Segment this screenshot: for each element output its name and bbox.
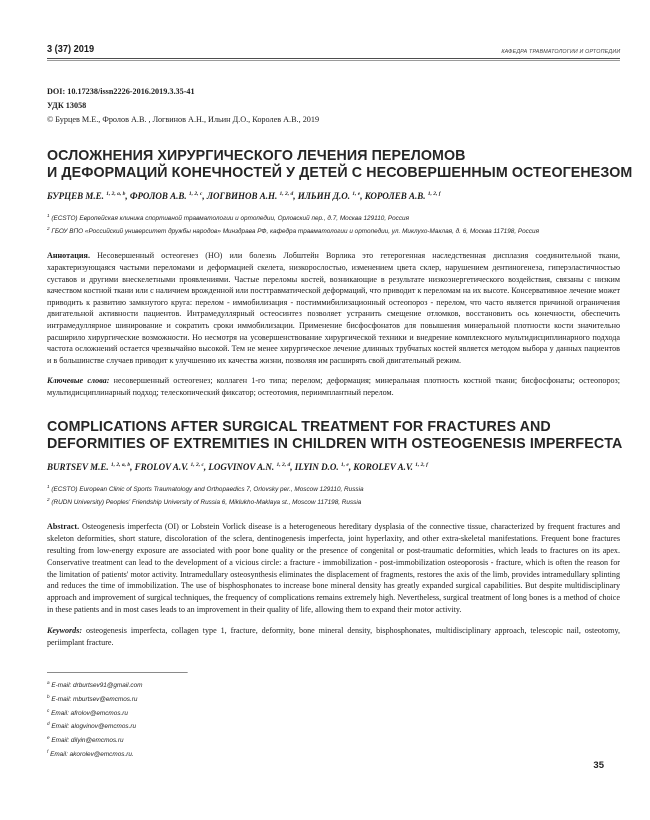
author: БУРЦЕВ М.Е. $^{1, 2, a, b}$,	[47, 191, 130, 201]
keywords-ru	[47, 375, 620, 398]
footnote-line: $^f$ Email: akorolev@emcmos.ru.	[47, 749, 134, 759]
keywords-en	[47, 625, 620, 649]
author: ILYIN D.O. $^{1, e}$,	[294, 461, 354, 472]
page-header	[47, 44, 620, 59]
title-ru	[47, 147, 633, 181]
title-ru-line2: И ДЕФОРМАЦИЙ КОНЕЧНОСТЕЙ У ДЕТЕЙ С НЕСОВЕРШЕННЫМ ОСТЕОГЕНЕЗОМ	[47, 164, 633, 181]
abstract-en	[47, 521, 620, 616]
abstract-ru-text: Несовершенный остеогенез (НО) или болезнь Лобштейн Ворлика это гетерогенная наследственная дисплазия соединительной ткани, характеризующаяся частыми переломами и деформацией скелета, низкорослостью, изменением цвета склер, нарушением дентиногенеза, гиперэластичностью суставов и другими внескелетными проявлениями. Частые переломы костей, возникающие в результате низкоэнергетического воздействия, связаны с низким качеством костной ткани или с наличием врожденной или посттравматической деформаций, что приводит к переломам на их высоте. Консервативное лечение может приводить к развитию замкнутого круга: перелом - иммобилизация - постиммибилизационный остеопороз - перелом, что часто является причиной ограничения двигательной активности пациентов. Интрамедуллярный остеосинтез позволяет устранить смещение отломков, восстановить ось конечности, обеспечить интрамедуллярное шинирование и сократить сроки иммобилизации. Применение бисфосфонатов для повышения минеральной плотности кости значительно расширило хирургические возможности. Но несмотря на усовершенствование хирургической техники и внедрение комплексного мультидисциплинарного подхода частота осложнений остается чрезвычайно высокой. Тем не менее хирургическое лечение длинных трубчатых костей является методом выбора у данных пациентов и в большинстве случаев приводит к улучшению их качества жизни, позволяя им расширять свой двигательный режим.	[47, 251, 620, 365]
affiliation-line: $^2$ (RUDN University) Peoples' Friendship University of Russia 6, Miklukho-Maklaya st., Moscow 117198, Russia	[47, 497, 362, 506]
author: ЛОГВИНОВ А.Н. $^{1, 2, d}$,	[206, 191, 298, 201]
abstract-ru-label: Аннотация.	[47, 251, 90, 261]
author-affil-marks: 1, 2, f	[427, 191, 441, 197]
author: FROLOV A.V. $^{1, 2, c}$,	[134, 461, 209, 472]
author: ФРОЛОВ А.В. $^{1, 2, c}$,	[129, 191, 207, 201]
page-content	[47, 0, 633, 649]
title-en-line2: DEFORMITIES OF EXTREMITIES IN CHILDREN WITH OSTEOGENESIS IMPERFECTA	[47, 434, 623, 452]
footnote-line: $^b$ E-mail: mburtsev@emcmos.ru	[47, 694, 138, 703]
author-affil-marks: 1, 2, c	[190, 461, 204, 468]
author: LOGVINOV A.N. $^{1, 2, d}$,	[208, 461, 295, 472]
author-affil-marks: 1, 2, a, b	[106, 191, 126, 197]
doi-line: DOI: 10.17238/issn2226-2016.2019.3.35-41	[47, 87, 195, 96]
footnote-line: $^e$ Email: dilyin@emcmos.ru	[47, 736, 124, 745]
keywords-en-text: osteogenesis imperfecta, collagen type 1, fracture, deformity, bone mineral density, bisphosphonates, multidisciplinary approach, telescopic nail, osteotomy, periimplant fracture.	[47, 626, 620, 648]
author-affil-marks: 1, e	[340, 461, 349, 468]
author-affil-marks: 1, 2, c	[188, 191, 203, 197]
author: КОРОЛЕВ А.В. $^{1, 2, f}$	[364, 191, 441, 201]
affiliations-ru	[47, 211, 603, 237]
title-ru-line1: ОСЛОЖНЕНИЯ ХИРУРГИЧЕСКОГО ЛЕЧЕНИЯ ПЕРЕЛОМОВ	[47, 147, 466, 164]
keywords-ru-text: несовершенный остеогенез; коллаген 1-го типа; перелом; деформация; минеральная плотность костной ткани; бисфосфонаты; остеопороз; мультидисциплинарный подход; телескопический фиксатор; остеотомия, периимплантный перелом.	[47, 376, 620, 397]
author-affil-marks: 1, 2, d	[276, 461, 291, 468]
author: ИЛЬИН Д.О. $^{1, e}$,	[297, 191, 365, 201]
title-en	[47, 417, 623, 452]
author-affil-marks: 1, 2, d	[279, 191, 294, 197]
article-meta	[47, 85, 620, 127]
affiliations-en	[47, 482, 603, 508]
issue-number: 3 (37) 2019	[47, 44, 95, 55]
author: KOROLEV A.V. $^{1, 2, f}$	[353, 461, 429, 472]
page-number: 35	[593, 760, 604, 771]
author-affil-marks: 1, 2, a, b	[110, 461, 131, 468]
author: BURTSEV M.E. $^{1, 2, a, b}$,	[47, 461, 135, 472]
keywords-en-label: Keywords:	[47, 626, 83, 636]
authors-ru	[47, 191, 620, 201]
abstract-en-label: Abstract.	[47, 521, 80, 531]
footnote-rule	[47, 672, 188, 673]
footnotes	[47, 672, 188, 761]
author-affil-marks: 1, e	[352, 191, 361, 197]
udk-line: УДК 13058	[47, 101, 87, 110]
authors-en	[47, 462, 620, 472]
footnote-line: $^c$ Email: afrolov@emcmos.ru	[47, 708, 128, 717]
journal-running-title: КАФЕДРА ТРАВМАТОЛОГИИ И ОРТОПЕДИИ	[501, 49, 620, 55]
keywords-ru-label: Ключевые слова:	[47, 376, 110, 386]
abstract-ru	[47, 250, 620, 366]
abstract-en-text: Osteogenesis imperfecta (OI) or Lobstein Vorlick disease is a heterogeneous hereditary dysplasia of the connective tissue, characterized by frequent fractures and skeleton deformities, short stature, discoloration of the sclera, dentinogenesis imperfecta, joint hyperlaxity, and other extra-skeletal manifestations. Frequent bone fractures resulting from low-energy exposure are associated with poor bone quality or the presence of congenital or post-traumatic deformities, which leads to fractures on its apex. Conservative treatment can lead to the development of a vicious circle: a fracture - immobilization - post-immobilization osteoporosis - fracture, which is often the reason for the limitation of patients' motor activity. Intramedullary osteosynthesis eliminates the displacement of fragments, restores the axis of the limb, provides intramedullary splinting and reduces the time of immobilization. The use of bisphosphonates to increase bone mineral density has greatly expanded surgical capabilities. But despite multidisciplinary approach and improvement of surgical techniques, the frequency of complications remains extremely high. Nevertheless, surgical treatment of long bones is a method of choice in these patients and in most cases leads to an improvement in their quality of life, allowing them to expand their motor activity.	[47, 521, 620, 615]
header-rule	[47, 60, 620, 61]
footnote-line: $^d$ Email: alogvinov@emcmos.ru	[47, 722, 137, 731]
copyright-line: © Бурцев М.Е., Фролов А.В. , Логвинов А.Н., Ильин Д.О., Королев А.В., 2019	[47, 115, 320, 124]
footnote-line: $^a$ E-mail: drburtsev91@gmail.com	[47, 681, 143, 690]
title-en-line1: COMPLICATIONS AFTER SURGICAL TREATMENT FOR FRACTURES AND	[47, 417, 551, 435]
author-affil-marks: 1, 2, f	[415, 461, 429, 468]
affiliation-line: $^1$ (ECSTO) European Clinic of Sports Traumatology and Orthopaedics 7, Orlovsky per., Moscow 129110, Russia	[47, 484, 364, 493]
affiliation-line: $^1$ (ECSTO) Европейская клиника спортивной травматологии и ортопедии, Орловский пер., д.7, Москва 129110, Россия	[47, 214, 410, 223]
affiliation-line: $^2$ ГБОУ ВПО «Российский университет дружбы народов» Минздрава РФ, кафедра травматологии и ортопедии, ул. Миклухо-Маклая, д. 6, Москва 117198, Россия	[47, 227, 540, 236]
